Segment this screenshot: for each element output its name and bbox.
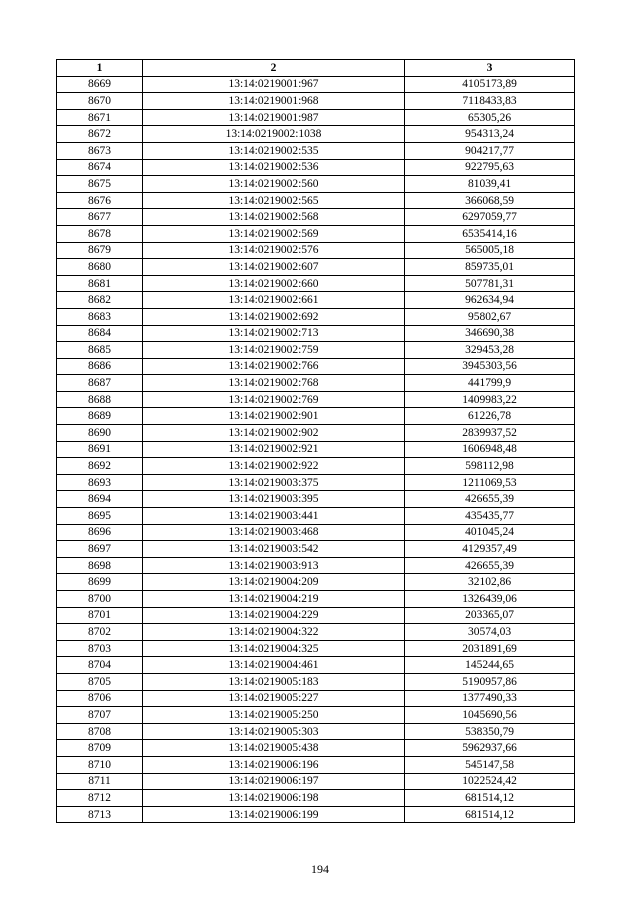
table-row <box>57 607 575 624</box>
value-cell: 962634,94 <box>405 292 575 309</box>
cadastral-number-cell: 13:14:0219001:987 <box>143 109 405 126</box>
table-row <box>57 756 575 773</box>
row-number-cell: 8681 <box>57 275 143 292</box>
table-row <box>57 474 575 491</box>
row-number-cell: 8701 <box>57 607 143 624</box>
cadastral-number-cell: 13:14:0219006:199 <box>143 806 405 823</box>
table-row <box>57 292 575 309</box>
cadastral-number-cell: 13:14:0219002:607 <box>143 259 405 276</box>
cadastral-number-cell: 13:14:0219002:901 <box>143 408 405 425</box>
value-cell: 366068,59 <box>405 192 575 209</box>
table-row <box>57 142 575 159</box>
value-cell: 426655,39 <box>405 557 575 574</box>
value-cell: 538350,79 <box>405 723 575 740</box>
value-cell: 3945303,56 <box>405 358 575 375</box>
value-cell: 545147,58 <box>405 756 575 773</box>
table-row <box>57 690 575 707</box>
cadastral-number-cell: 13:14:0219005:438 <box>143 740 405 757</box>
row-number-cell: 8669 <box>57 76 143 93</box>
table-row <box>57 773 575 790</box>
cadastral-number-cell: 13:14:0219001:968 <box>143 93 405 110</box>
table-row <box>57 308 575 325</box>
value-cell: 859735,01 <box>405 259 575 276</box>
cadastral-number-cell: 13:14:0219004:229 <box>143 607 405 624</box>
value-cell: 1211069,53 <box>405 474 575 491</box>
value-cell: 32102,86 <box>405 574 575 591</box>
table-row <box>57 441 575 458</box>
cadastral-number-cell: 13:14:0219002:660 <box>143 275 405 292</box>
cadastral-number-cell: 13:14:0219003:395 <box>143 491 405 508</box>
table-row <box>57 225 575 242</box>
row-number-cell: 8687 <box>57 375 143 392</box>
value-cell: 346690,38 <box>405 325 575 342</box>
row-number-cell: 8675 <box>57 176 143 193</box>
table-row <box>57 192 575 209</box>
page-number: 194 <box>311 862 329 876</box>
cadastral-number-cell: 13:14:0219006:197 <box>143 773 405 790</box>
cadastral-number-cell: 13:14:0219002:661 <box>143 292 405 309</box>
cadastral-number-cell: 13:14:0219004:209 <box>143 574 405 591</box>
cadastral-number-cell: 13:14:0219002:921 <box>143 441 405 458</box>
row-number-cell: 8695 <box>57 508 143 525</box>
table-row <box>57 541 575 558</box>
column-header-1: 1 <box>57 60 143 77</box>
table-row <box>57 574 575 591</box>
value-cell: 6535414,16 <box>405 225 575 242</box>
cadastral-number-cell: 13:14:0219005:303 <box>143 723 405 740</box>
value-cell: 1606948,48 <box>405 441 575 458</box>
row-number-cell: 8684 <box>57 325 143 342</box>
row-number-cell: 8704 <box>57 657 143 674</box>
value-cell: 598112,98 <box>405 458 575 475</box>
value-cell: 681514,12 <box>405 790 575 807</box>
table-row <box>57 159 575 176</box>
value-cell: 5190957,86 <box>405 673 575 690</box>
table-row <box>57 342 575 359</box>
table-row <box>57 375 575 392</box>
value-cell: 1022524,42 <box>405 773 575 790</box>
value-cell: 904217,77 <box>405 142 575 159</box>
row-number-cell: 8699 <box>57 574 143 591</box>
table-row <box>57 425 575 442</box>
cadastral-number-cell: 13:14:0219002:1038 <box>143 126 405 143</box>
row-number-cell: 8708 <box>57 723 143 740</box>
column-header-3: 3 <box>405 60 575 77</box>
row-number-cell: 8693 <box>57 474 143 491</box>
cadastral-number-cell: 13:14:0219002:560 <box>143 176 405 193</box>
row-number-cell: 8712 <box>57 790 143 807</box>
table-row <box>57 275 575 292</box>
cadastral-number-cell: 13:14:0219002:768 <box>143 375 405 392</box>
value-cell: 922795,63 <box>405 159 575 176</box>
value-cell: 203365,07 <box>405 607 575 624</box>
cadastral-number-cell: 13:14:0219002:565 <box>143 192 405 209</box>
row-number-cell: 8679 <box>57 242 143 259</box>
cadastral-number-cell: 13:14:0219004:219 <box>143 591 405 608</box>
value-cell: 65305,26 <box>405 109 575 126</box>
cadastral-number-cell: 13:14:0219003:542 <box>143 541 405 558</box>
value-cell: 435435,77 <box>405 508 575 525</box>
cadastral-number-cell: 13:14:0219002:569 <box>143 225 405 242</box>
column-header-2: 2 <box>143 60 405 77</box>
value-cell: 1409983,22 <box>405 391 575 408</box>
table-row <box>57 524 575 541</box>
value-cell: 329453,28 <box>405 342 575 359</box>
cadastral-number-cell: 13:14:0219006:198 <box>143 790 405 807</box>
value-cell: 681514,12 <box>405 806 575 823</box>
value-cell: 4105173,89 <box>405 76 575 93</box>
table-row <box>57 557 575 574</box>
row-number-cell: 8694 <box>57 491 143 508</box>
table-row <box>57 491 575 508</box>
table-row <box>57 408 575 425</box>
cadastral-number-cell: 13:14:0219004:322 <box>143 624 405 641</box>
table-row <box>57 93 575 110</box>
cadastral-number-cell: 13:14:0219002:766 <box>143 358 405 375</box>
table-row <box>57 508 575 525</box>
row-number-cell: 8696 <box>57 524 143 541</box>
row-number-cell: 8691 <box>57 441 143 458</box>
cadastral-number-cell: 13:14:0219002:692 <box>143 308 405 325</box>
cadastral-number-cell: 13:14:0219004:461 <box>143 657 405 674</box>
cadastral-number-cell: 13:14:0219004:325 <box>143 640 405 657</box>
row-number-cell: 8682 <box>57 292 143 309</box>
cadastral-number-cell: 13:14:0219003:375 <box>143 474 405 491</box>
value-cell: 6297059,77 <box>405 209 575 226</box>
row-number-cell: 8672 <box>57 126 143 143</box>
table-row <box>57 358 575 375</box>
row-number-cell: 8676 <box>57 192 143 209</box>
cadastral-number-cell: 13:14:0219002:713 <box>143 325 405 342</box>
cadastral-number-cell: 13:14:0219002:535 <box>143 142 405 159</box>
table-row <box>57 640 575 657</box>
cadastral-number-cell: 13:14:0219001:967 <box>143 76 405 93</box>
table-row <box>57 591 575 608</box>
table-row <box>57 723 575 740</box>
value-cell: 145244,65 <box>405 657 575 674</box>
value-cell: 4129357,49 <box>405 541 575 558</box>
table-row <box>57 109 575 126</box>
value-cell: 507781,31 <box>405 275 575 292</box>
row-number-cell: 8706 <box>57 690 143 707</box>
table-row <box>57 458 575 475</box>
value-cell: 7118433,83 <box>405 93 575 110</box>
row-number-cell: 8702 <box>57 624 143 641</box>
row-number-cell: 8689 <box>57 408 143 425</box>
row-number-cell: 8709 <box>57 740 143 757</box>
data-table <box>56 59 575 823</box>
cadastral-number-cell: 13:14:0219005:183 <box>143 673 405 690</box>
header-row <box>57 60 575 77</box>
value-cell: 565005,18 <box>405 242 575 259</box>
value-cell: 95802,67 <box>405 308 575 325</box>
value-cell: 1045690,56 <box>405 707 575 724</box>
row-number-cell: 8698 <box>57 557 143 574</box>
row-number-cell: 8670 <box>57 93 143 110</box>
value-cell: 1377490,33 <box>405 690 575 707</box>
value-cell: 2031891,69 <box>405 640 575 657</box>
row-number-cell: 8688 <box>57 391 143 408</box>
table-row <box>57 176 575 193</box>
row-number-cell: 8705 <box>57 673 143 690</box>
table-row <box>57 209 575 226</box>
cadastral-number-cell: 13:14:0219002:922 <box>143 458 405 475</box>
table-body <box>57 76 575 823</box>
row-number-cell: 8678 <box>57 225 143 242</box>
row-number-cell: 8674 <box>57 159 143 176</box>
row-number-cell: 8713 <box>57 806 143 823</box>
row-number-cell: 8710 <box>57 756 143 773</box>
row-number-cell: 8711 <box>57 773 143 790</box>
value-cell: 2839937,52 <box>405 425 575 442</box>
value-cell: 61226,78 <box>405 408 575 425</box>
row-number-cell: 8697 <box>57 541 143 558</box>
row-number-cell: 8685 <box>57 342 143 359</box>
value-cell: 1326439,06 <box>405 591 575 608</box>
row-number-cell: 8671 <box>57 109 143 126</box>
row-number-cell: 8707 <box>57 707 143 724</box>
cadastral-number-cell: 13:14:0219003:468 <box>143 524 405 541</box>
table-row <box>57 259 575 276</box>
cadastral-number-cell: 13:14:0219006:196 <box>143 756 405 773</box>
cadastral-number-cell: 13:14:0219002:568 <box>143 209 405 226</box>
value-cell: 441799,9 <box>405 375 575 392</box>
row-number-cell: 8690 <box>57 425 143 442</box>
row-number-cell: 8700 <box>57 591 143 608</box>
value-cell: 426655,39 <box>405 491 575 508</box>
row-number-cell: 8680 <box>57 259 143 276</box>
cadastral-number-cell: 13:14:0219002:576 <box>143 242 405 259</box>
table-row <box>57 242 575 259</box>
cadastral-number-cell: 13:14:0219003:913 <box>143 557 405 574</box>
value-cell: 5962937,66 <box>405 740 575 757</box>
row-number-cell: 8686 <box>57 358 143 375</box>
cadastral-number-cell: 13:14:0219002:902 <box>143 425 405 442</box>
value-cell: 401045,24 <box>405 524 575 541</box>
cadastral-number-cell: 13:14:0219003:441 <box>143 508 405 525</box>
cadastral-number-cell: 13:14:0219005:250 <box>143 707 405 724</box>
cadastral-number-cell: 13:14:0219005:227 <box>143 690 405 707</box>
row-number-cell: 8673 <box>57 142 143 159</box>
table-row <box>57 391 575 408</box>
table-header <box>57 60 575 77</box>
table-row <box>57 707 575 724</box>
table-row <box>57 740 575 757</box>
table-row <box>57 624 575 641</box>
table-row <box>57 657 575 674</box>
cadastral-number-cell: 13:14:0219002:759 <box>143 342 405 359</box>
cadastral-number-cell: 13:14:0219002:536 <box>143 159 405 176</box>
table-row <box>57 76 575 93</box>
table-row <box>57 126 575 143</box>
table-row <box>57 673 575 690</box>
row-number-cell: 8677 <box>57 209 143 226</box>
table-row <box>57 790 575 807</box>
table-row <box>57 806 575 823</box>
value-cell: 30574,03 <box>405 624 575 641</box>
value-cell: 81039,41 <box>405 176 575 193</box>
value-cell: 954313,24 <box>405 126 575 143</box>
row-number-cell: 8692 <box>57 458 143 475</box>
row-number-cell: 8703 <box>57 640 143 657</box>
table-row <box>57 325 575 342</box>
row-number-cell: 8683 <box>57 308 143 325</box>
cadastral-number-cell: 13:14:0219002:769 <box>143 391 405 408</box>
